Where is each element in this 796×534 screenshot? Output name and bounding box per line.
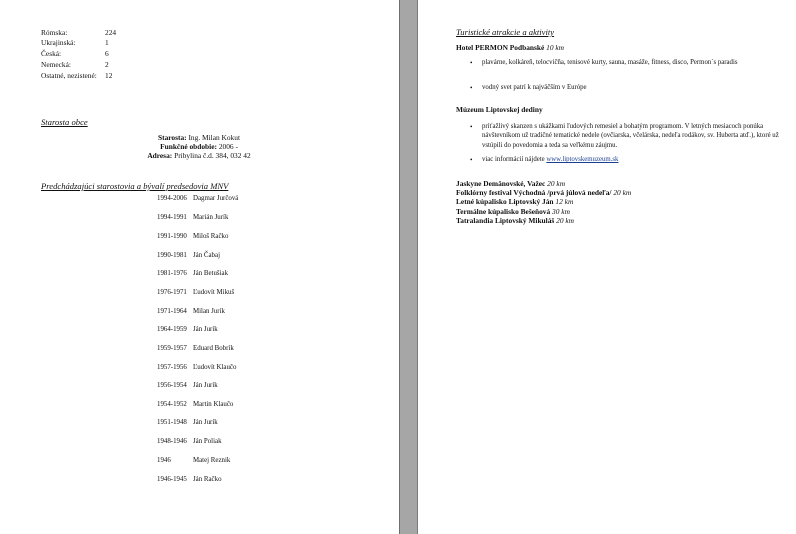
mayor-name: Ján Jurík <box>193 326 218 333</box>
former-mayor-row <box>157 270 228 277</box>
years: 1954-1952 <box>157 401 187 408</box>
attraction-distance: 30 km <box>552 207 570 216</box>
former-mayor-row <box>157 252 220 259</box>
former-mayor-row <box>157 195 238 202</box>
more-info-line <box>482 155 782 164</box>
mayor-address-label: Adresa: <box>147 151 173 160</box>
attraction-item <box>456 197 573 206</box>
mayor-name: Ján Jurík <box>193 382 218 389</box>
former-mayor-row <box>157 345 234 352</box>
former-mayors-heading: Predchádzajúci starostovia a bývalí predsedovia MNV <box>41 181 229 191</box>
hotel-name: Hotel PERMON Podbanské <box>456 43 545 52</box>
museum-website-link[interactable]: www.liptovskemuzeum.sk <box>546 156 619 163</box>
attraction-item <box>456 207 570 216</box>
tourism-heading: Turistické atrakcie a aktivity <box>456 27 555 37</box>
mayor-name: Marián Jurík <box>193 214 229 221</box>
mayor-address-value: Pribylina č.d. 384, 032 42 <box>174 151 251 160</box>
population-label: Nemecká: <box>41 60 71 69</box>
attraction-item <box>456 188 631 197</box>
mayor-name: Milan Jurík <box>193 308 225 315</box>
years: 1981-1976 <box>157 270 187 277</box>
mayor-heading: Starosta obce <box>41 117 88 127</box>
attraction-distance: 20 km <box>547 179 566 188</box>
attraction-name: Letné kúpalisko Liptovský Ján <box>456 197 554 206</box>
years: 1991-1990 <box>157 233 187 240</box>
former-mayor-row <box>157 476 222 483</box>
former-mayor-row <box>157 214 228 221</box>
population-label: Ukrajinská: <box>41 38 76 47</box>
mayor-name: Ján Poliak <box>193 438 222 445</box>
years: 1964-1959 <box>157 326 187 333</box>
attraction-distance: 20 km <box>613 188 632 197</box>
former-mayor-row <box>157 382 218 389</box>
mayor-name: Miloš Račko <box>193 233 229 240</box>
hotel-bullet: plavárne, kolkáreň, telocvičňa, tenisové kurty, sauna, masáže, fitness, disco, Permon´s paradis <box>482 59 738 66</box>
mayor-name-value: Ing. Milan Kokut <box>188 133 240 142</box>
population-value: 12 <box>105 71 113 80</box>
former-mayor-row <box>157 289 234 296</box>
years: 1990-1981 <box>157 252 187 259</box>
population-value: 6 <box>105 49 109 58</box>
mayor-name-line <box>0 133 398 142</box>
years: 1946 <box>157 457 171 464</box>
attraction-distance: 12 km <box>555 197 574 206</box>
former-mayor-row <box>157 364 236 371</box>
years: 1976-1971 <box>157 289 187 296</box>
attraction-name: Jaskyne Demänovské, Važec <box>456 179 546 188</box>
former-mayor-row <box>157 438 222 445</box>
population-value: 1 <box>105 38 109 47</box>
mayor-name: Ján Jurík <box>193 419 218 426</box>
attraction-distance: 20 km <box>556 216 575 225</box>
attraction-name: Folklórny festival Východná /prvá júlová nedeľa/ <box>456 188 612 197</box>
mayor-name-label: Starosta: <box>158 133 187 142</box>
attraction-item <box>456 179 565 188</box>
attraction-name: Termálne kúpalisko Bešeňová <box>456 207 551 216</box>
population-label: Rómska: <box>41 28 68 37</box>
years: 1948-1946 <box>157 438 187 445</box>
page-gutter <box>399 0 418 534</box>
population-value: 2 <box>105 60 109 69</box>
mayor-name: Ján Račko <box>193 476 222 483</box>
mayor-term-label: Funkčné obdobie: <box>160 142 217 151</box>
mayor-name: Dagmar Jurčová <box>193 195 239 202</box>
hotel-bullet: vodný svet patrí k najväčším v Európe <box>482 84 587 91</box>
mayor-term-line <box>0 142 398 151</box>
mayor-term-value: 2006 - <box>218 142 238 151</box>
mayor-address-line <box>0 151 398 160</box>
bullet-icon: • <box>470 84 473 92</box>
mayor-name: Ľudovít Mikuš <box>193 289 235 296</box>
population-label: Česká: <box>41 49 62 58</box>
hotel-distance: 10 km <box>546 43 564 52</box>
museum-name: Múzeum Liptovskej dediny <box>456 105 543 114</box>
document-page-right <box>418 0 796 534</box>
population-label: Ostatné, nezistené: <box>41 71 97 80</box>
bullet-icon: • <box>470 156 473 164</box>
bullet-icon: • <box>470 123 473 131</box>
former-mayor-row <box>157 308 225 315</box>
years: 1957-1956 <box>157 364 187 371</box>
former-mayor-row <box>157 233 228 240</box>
years: 1946-1945 <box>157 476 187 483</box>
years: 1956-1954 <box>157 382 187 389</box>
hotel-line <box>456 43 564 52</box>
mayor-name: Ján Čabaj <box>193 252 220 259</box>
former-mayor-row <box>157 401 233 408</box>
attraction-name: Tatralandia Liptovský Mikuláš <box>456 216 555 225</box>
more-info-text: viac informácií nájdete <box>482 156 545 163</box>
years: 1994-2006 <box>157 195 187 202</box>
mayor-name: Matej Reznik <box>193 457 231 464</box>
years: 1994-1991 <box>157 214 187 221</box>
mayor-name: Ján Betušiak <box>193 270 229 277</box>
former-mayor-row <box>157 457 230 464</box>
former-mayor-row <box>157 419 218 426</box>
years: 1959-1957 <box>157 345 187 352</box>
population-value: 224 <box>105 28 117 37</box>
museum-bullet: príťažlivý skanzen s ukážkami ľudových remesiel a bohatým programom. V letných mesiacoch ponúka návštevníkom už tradičné tematické nedele (ovčiarska, včelárska, nedeľa rodákov, sv. Huberta atď.), ktoré už vstúpili do povedomia a teda sa veľkému záujmu. <box>482 123 779 149</box>
bullet-icon: • <box>470 59 473 67</box>
mayor-name: Martin Klaučo <box>193 401 234 408</box>
attraction-item <box>456 216 574 225</box>
mayor-name: Ľudovít Klaučo <box>193 364 237 371</box>
years: 1971-1964 <box>157 308 187 315</box>
years: 1951-1948 <box>157 419 187 426</box>
mayor-name: Eduard Bobrík <box>193 345 234 352</box>
former-mayor-row <box>157 326 218 333</box>
